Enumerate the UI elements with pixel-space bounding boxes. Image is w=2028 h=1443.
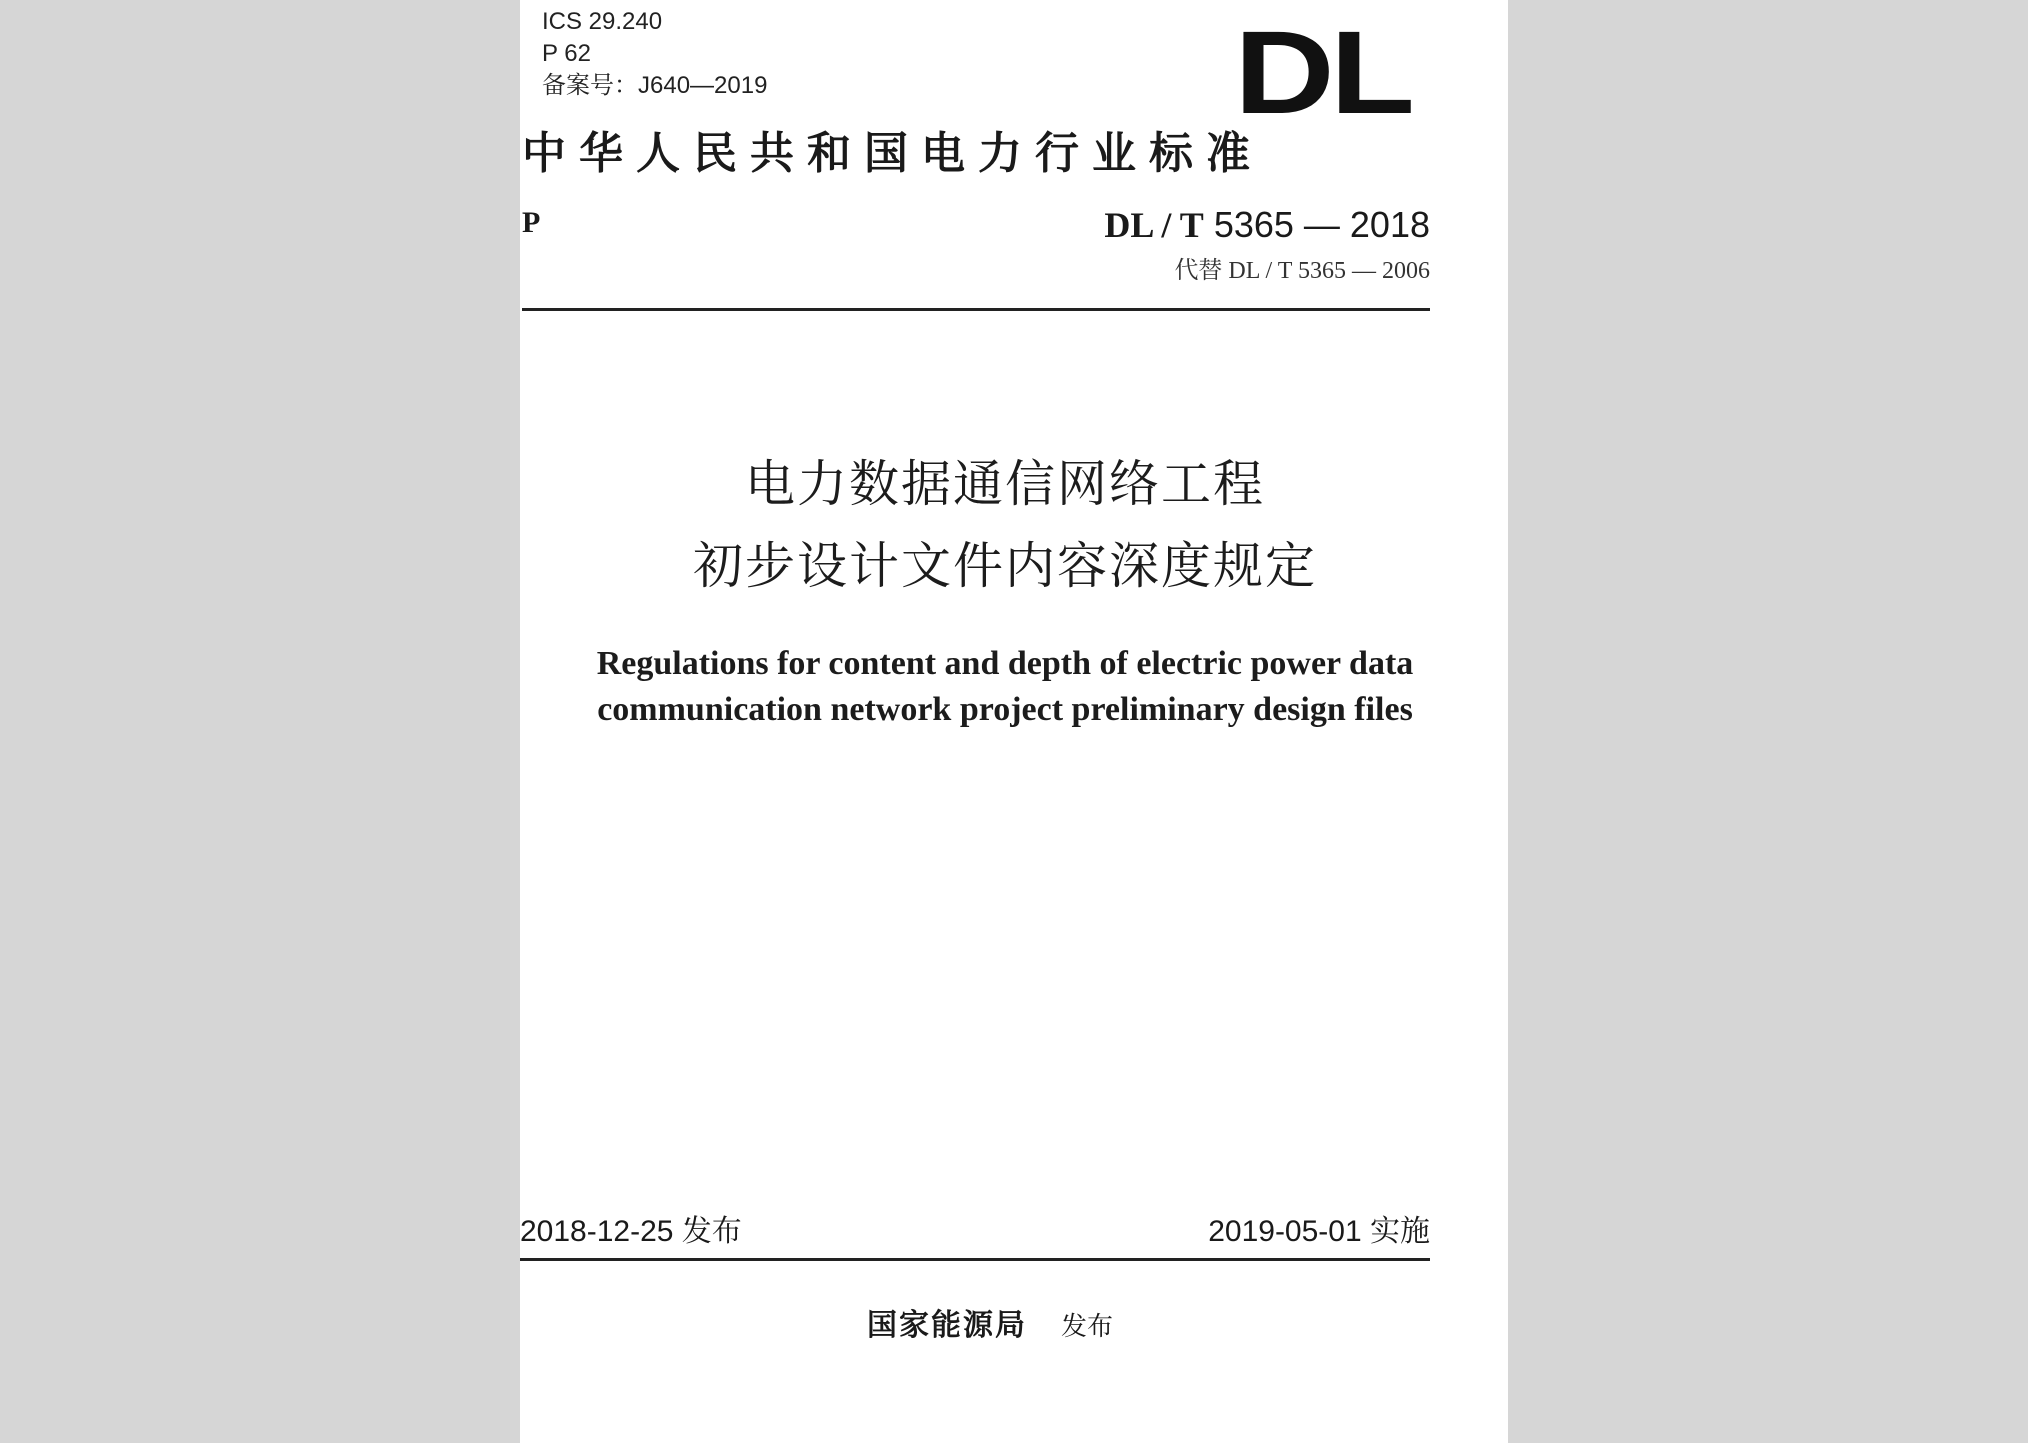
publisher-line <box>520 1306 1460 1347</box>
implementation-date: 2019-05-01 实施 <box>1208 1215 1430 1248</box>
publisher-name: 国家能源局 <box>866 1308 1027 1343</box>
title-en-line-2: communication network project preliminary design files <box>597 691 1413 728</box>
title-en-line-1: Regulations for content and depth of electric power data <box>596 645 1414 682</box>
footer-divider <box>520 1258 1430 1261</box>
category-letter: P <box>522 206 541 239</box>
standard-number-value: 5365 — 2018 <box>1213 204 1430 245</box>
ccs-code: P 62 <box>542 40 591 67</box>
dl-logo: DL <box>1233 7 1410 139</box>
standard-number-prefix: DL / T <box>1104 205 1204 245</box>
standard-number <box>1104 204 1430 246</box>
header-divider <box>522 308 1430 311</box>
publish-action: 发布 <box>1060 1312 1113 1342</box>
industry-standard-heading: 中华人民共和国电力行业标准 <box>522 128 1263 179</box>
filing-number: 备案号：J640—2019 <box>542 72 768 99</box>
issue-date: 2018-12-25 发布 <box>520 1215 742 1248</box>
ics-code: ICS 29.240 <box>542 8 663 35</box>
title-zh-line-2: 初步设计文件内容深度规定 <box>693 537 1317 595</box>
title-zh-line-1: 电力数据通信网络工程 <box>745 455 1265 513</box>
replaces-standard: 代替 DL / T 5365 — 2006 <box>1174 258 1430 284</box>
standard-cover-page <box>520 0 1508 1443</box>
